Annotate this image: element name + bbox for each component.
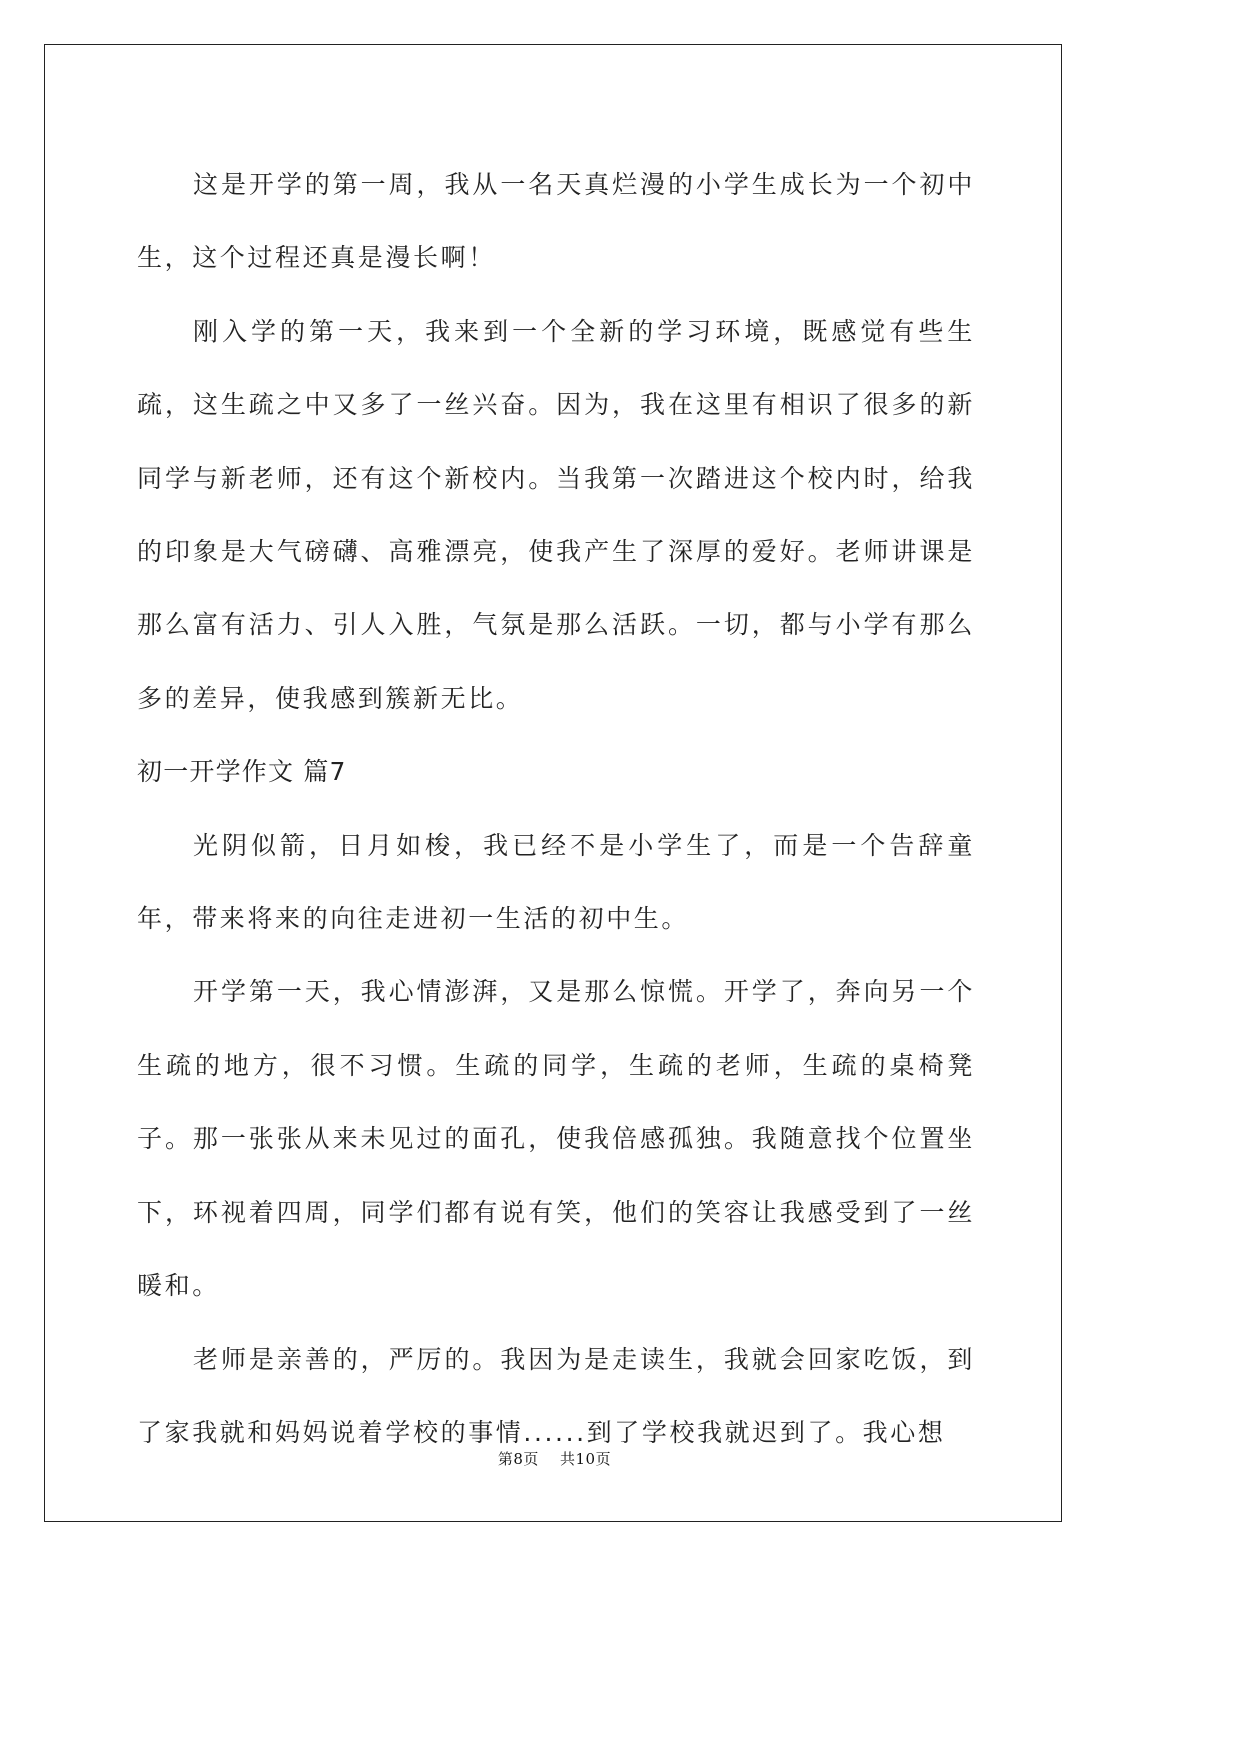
paragraph: 老师是亲善的，严厉的。我因为是走读生，我就会回家吃饭，到了家我就和妈妈说着学校的事情......到了学校我就迟到了。我心想 <box>137 1344 975 1447</box>
section-heading: 初一开学作文 篇7 <box>137 757 347 787</box>
document-body <box>137 148 975 1469</box>
paragraph: 光阴似箭，日月如梭，我已经不是小学生了，而是一个告辞童年，带来将来的向往走进初一生活的初中生。 <box>137 830 975 934</box>
paragraph: 开学第一天，我心情澎湃，又是那么惊慌。开学了，奔向另一个生疏的地方，很不习惯。生疏的同学，生疏的老师，生疏的桌椅凳子。那一张张从来未见过的面孔，使我倍感孤独。我随意找个位置坐下，环视着四周，同学们都有说有笑，他们的笑容让我感受到了一丝暖和。 <box>137 977 975 1301</box>
paragraph: 刚入学的第一天，我来到一个全新的学习环境，既感觉有些生疏，这生疏之中又多了一丝兴奋。因为，我在这里有相识了很多的新同学与新老师，还有这个新校内。当我第一次踏进这个校内时，给我的印象是大气磅礴、高雅漂亮，使我产生了深厚的爱好。老师讲课是那么富有活力、引人入胜，气氛是那么活跃。一切，都与小学有那么多的差异，使我感到簇新无比。 <box>137 316 975 713</box>
paragraph: 这是开学的第一周，我从一名天真烂漫的小学生成长为一个初中生，这个过程还真是漫长啊！ <box>137 170 975 273</box>
page-number: 第8页 <box>497 1450 539 1468</box>
page-footer <box>0 1448 1109 1469</box>
page-total: 共10页 <box>560 1450 612 1468</box>
